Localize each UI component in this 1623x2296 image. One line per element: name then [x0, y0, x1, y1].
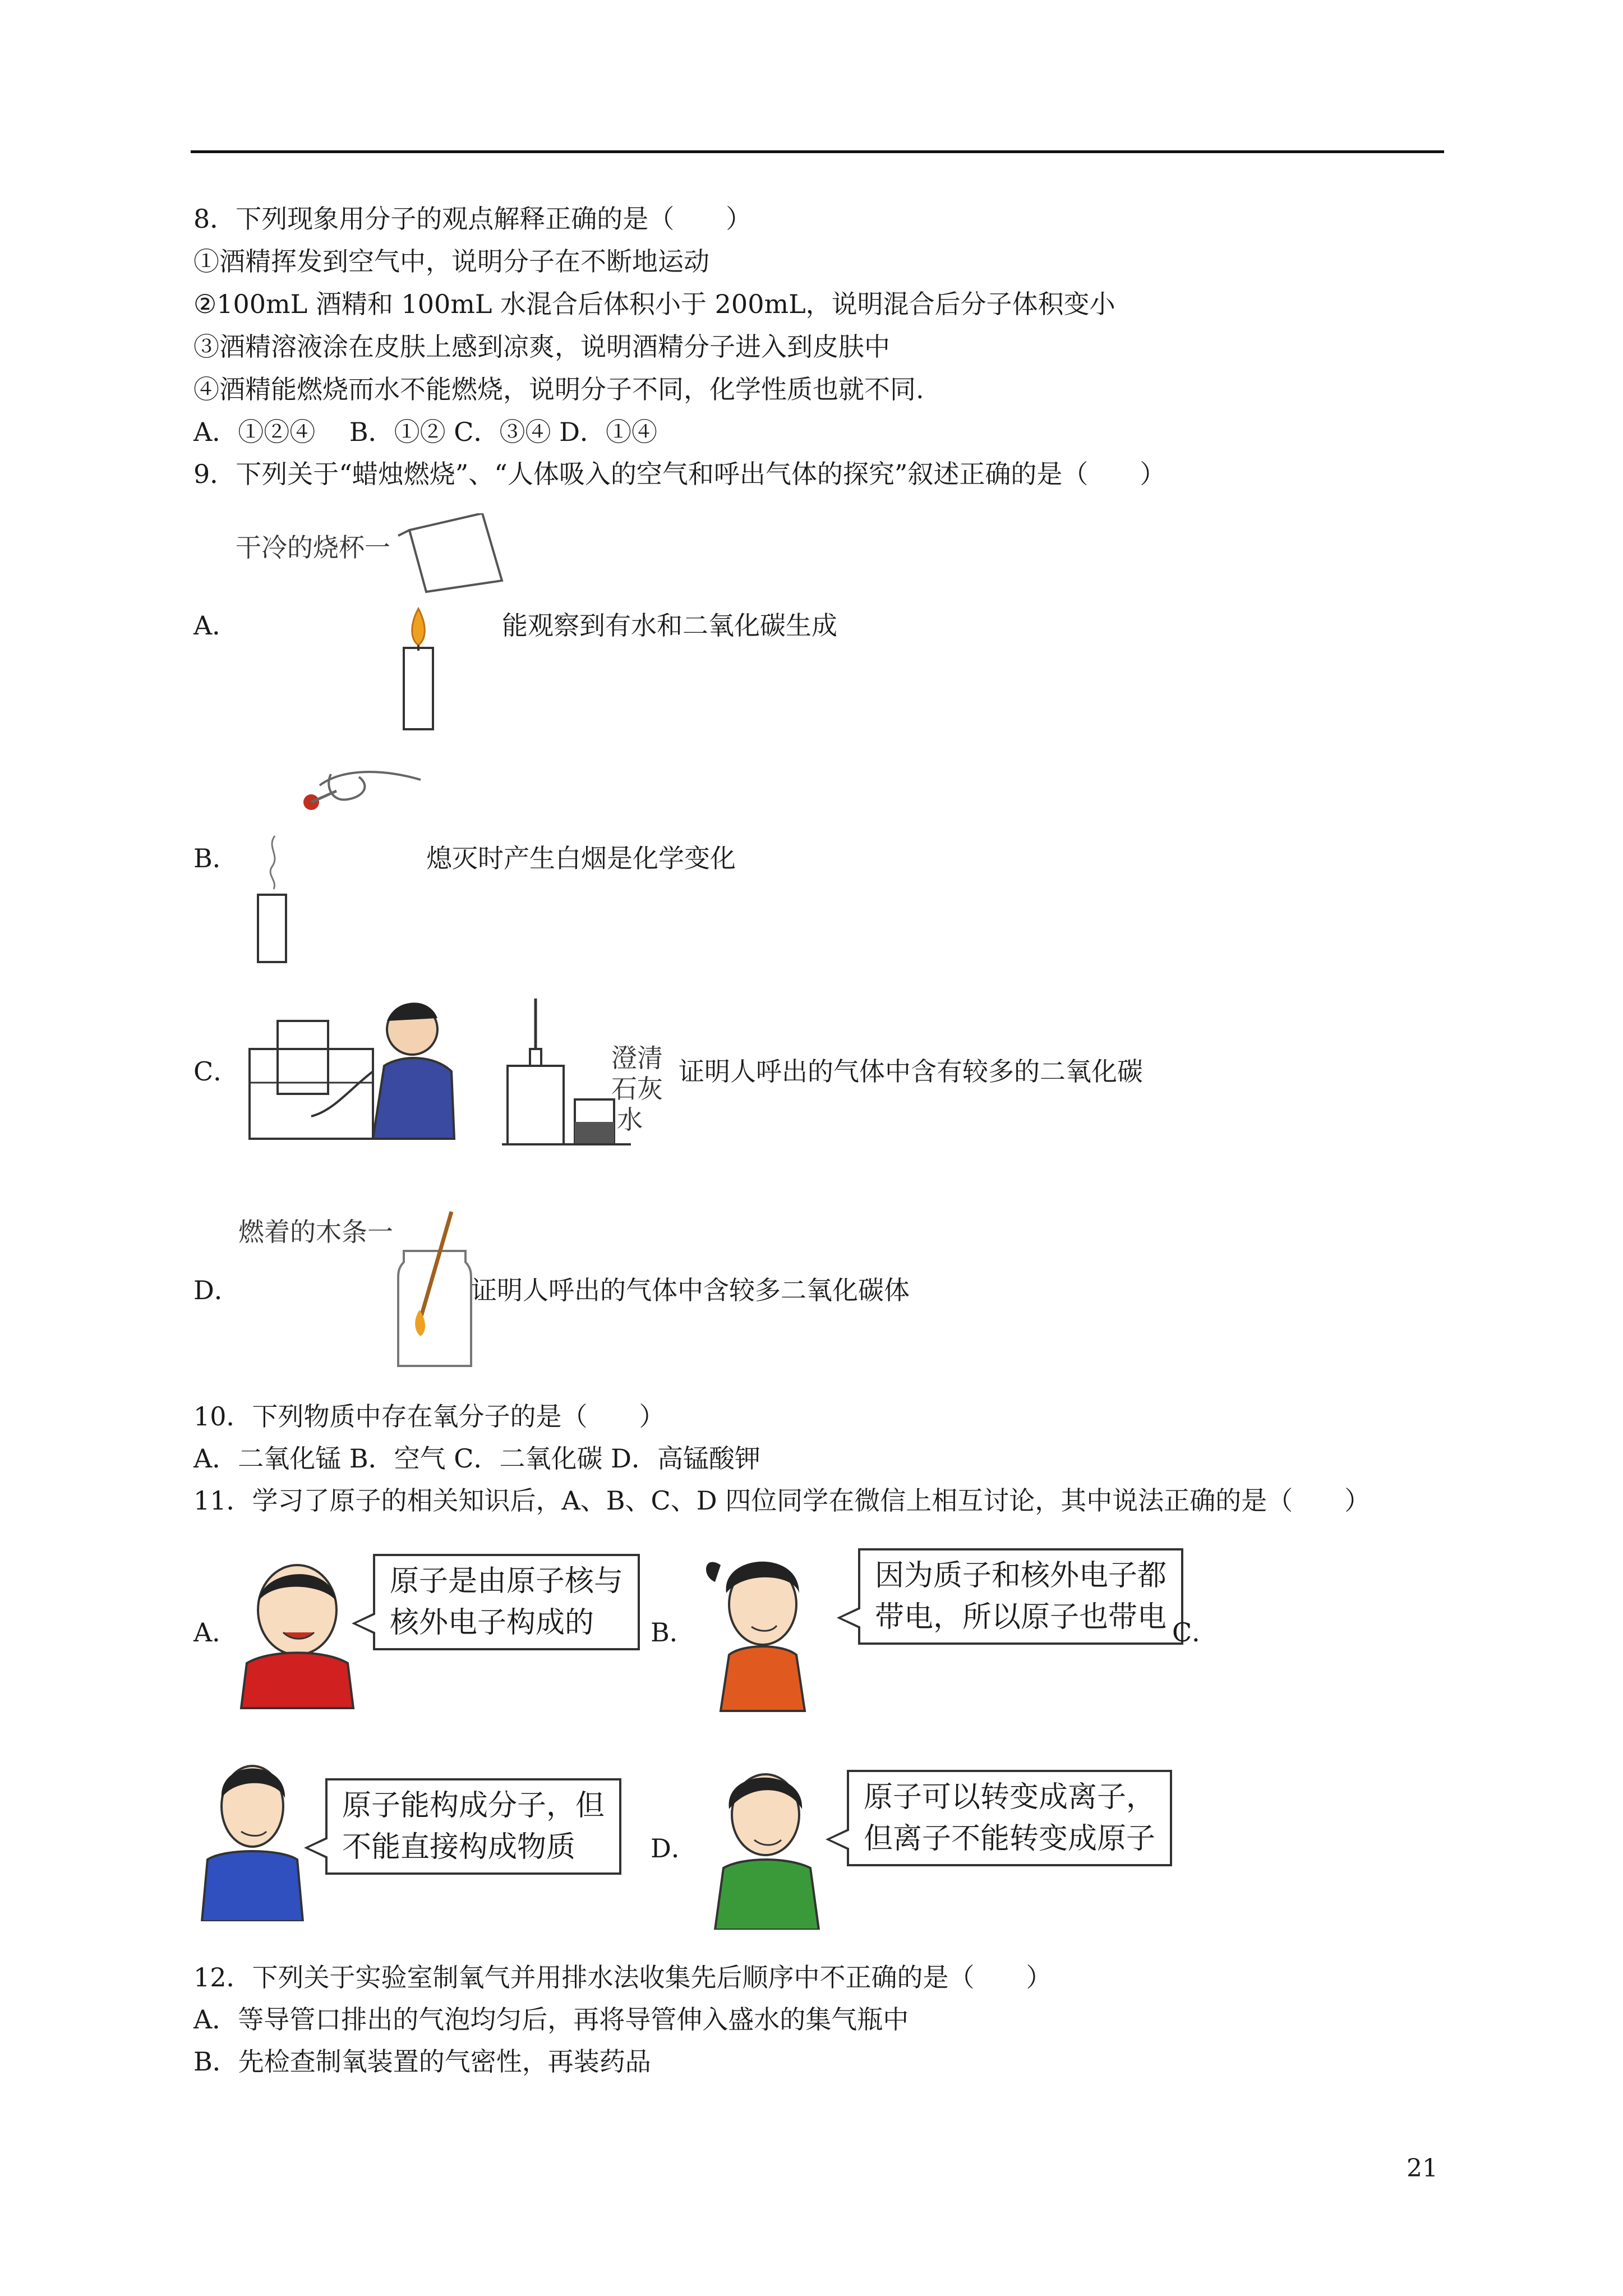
page-number: 21	[1407, 2154, 1438, 2183]
header-rule	[191, 150, 1444, 153]
student-b-bubble-line-2: 带电，所以原子也带电	[875, 1600, 1167, 1634]
q8-item-2: ②100mL 酒精和 100mL 水混合后体积小于 200mL，说明混合后分子体积变小	[193, 289, 1115, 319]
q9-b-text: 熄灭时产生白烟是化学变化	[426, 843, 736, 873]
q9-a-figure-label: 干冷的烧杯一	[236, 532, 390, 563]
student-c-bubble-line-1: 原子能构成分子，但	[342, 1789, 605, 1823]
student-b-bubble-line-1: 因为质子和核外电子都	[875, 1559, 1167, 1593]
q9-a-label: A．	[193, 610, 238, 641]
q11-a-label: A．	[193, 1617, 238, 1648]
q8-item-1: ①酒精挥发到空气中，说明分子在不断地运动	[193, 246, 709, 277]
q10-stem: 10．下列物质中存在氧分子的是（ ）	[193, 1401, 665, 1432]
q12-option-a: A．等导管口排出的气泡均匀后，再将导管伸入盛水的集气瓶中	[193, 2004, 909, 2035]
breathing-experiment-figure	[244, 987, 457, 1156]
student-d-bubble-line-2: 但离子不能转变成原子	[864, 1822, 1156, 1856]
q9-c-label: C．	[193, 1056, 239, 1087]
q11-d-label: D．	[651, 1833, 697, 1864]
limewater-label-3: 水	[617, 1105, 643, 1135]
q11-c-label: C．	[1172, 1617, 1218, 1648]
candle-beaker-figure	[370, 513, 516, 738]
student-a-bubble-line-1: 原子是由原子核与	[390, 1565, 624, 1598]
student-b-bubble	[858, 1548, 1183, 1645]
q12-option-b: B．先检查制氧装置的气密性，再装药品	[193, 2046, 651, 2077]
student-b-figure	[698, 1543, 827, 1717]
q9-d-figure-label: 燃着的木条一	[238, 1217, 393, 1247]
q9-a-text: 能观察到有水和二氧化碳生成	[502, 610, 837, 641]
q9-b-label: B．	[193, 843, 238, 873]
q8-item-4: ④酒精能燃烧而水不能燃烧，说明分子不同，化学性质也就不同.	[193, 374, 924, 404]
q8-item-3: ③酒精溶液涂在皮肤上感到凉爽，说明酒精分子进入到皮肤中	[193, 332, 890, 362]
student-d-bubble-line-1: 原子可以转变成离子，	[864, 1780, 1156, 1814]
q11-stem: 11．学习了原子的相关知识后，A、B、C、D 四位同学在微信上相互讨论，其中说法正确的是（ ）	[193, 1485, 1371, 1516]
q9-d-text: 证明人呼出的气体中含较多二氧化碳体	[471, 1275, 910, 1305]
student-c-bubble	[325, 1778, 621, 1875]
q9-c-text: 证明人呼出的气体中含有较多的二氧化碳	[679, 1056, 1143, 1087]
student-d-figure	[704, 1761, 833, 1930]
burning-stick-bottle-figure	[387, 1206, 482, 1374]
q8-options: A．①②④ B．①② C．③④ D．①④	[193, 417, 657, 447]
student-d-bubble	[847, 1770, 1172, 1866]
q8-stem: 8．下列现象用分子的观点解释正确的是（ ）	[193, 204, 752, 234]
q10-options: A．二氧化锰 B．空气 C．二氧化碳 D．高锰酸钾	[193, 1443, 760, 1474]
student-a-figure	[236, 1557, 365, 1714]
q12-stem: 12．下列关于实验室制氧气并用排水法收集先后顺序中不正确的是（ ）	[193, 1962, 1052, 1993]
candle-snuff-figure	[241, 752, 426, 965]
student-a-bubble	[373, 1554, 640, 1650]
limewater-label-1: 澄清	[611, 1043, 663, 1073]
student-c-bubble-line-2: 不能直接构成物质	[342, 1830, 576, 1864]
student-a-bubble-line-2: 核外电子构成的	[390, 1606, 594, 1640]
q9-stem: 9．下列关于“蜡烛燃烧”、“人体吸入的空气和呼出气体的探究”叙述正确的是（ ）	[193, 459, 1166, 489]
q11-b-label: B．	[651, 1617, 695, 1648]
q9-d-label: D．	[193, 1275, 240, 1305]
limewater-label-2: 石灰	[611, 1074, 663, 1104]
